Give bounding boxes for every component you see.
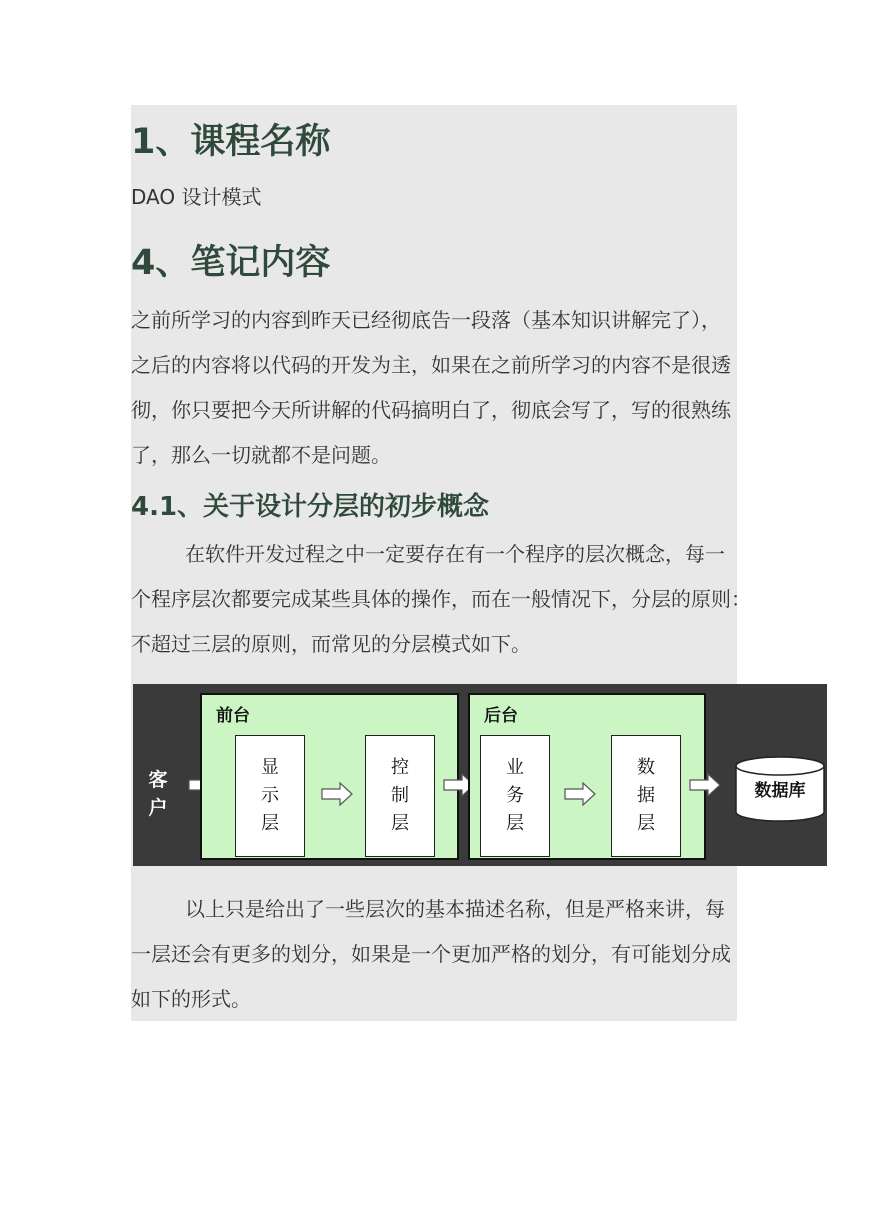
- client-char: 户: [148, 797, 168, 819]
- layer-char: 层: [506, 813, 524, 834]
- layer-char: 层: [261, 813, 279, 834]
- control-layer-box: [365, 735, 435, 857]
- back-panel: [468, 693, 706, 860]
- layer-char: 示: [261, 785, 279, 806]
- layer-char: 制: [391, 785, 409, 806]
- layer-diagram: [133, 684, 827, 866]
- course-name-text: DAO 设计模式: [131, 185, 262, 209]
- after-line-1: 以上只是给出了一些层次的基本描述名称，但是严格来讲，每: [185, 897, 725, 921]
- layer-char: 层: [637, 813, 655, 834]
- layer-char: 控: [391, 757, 409, 778]
- layering-line-2: 个程序层次都要完成某些具体的操作，而在一般情况下，分层的原则：: [131, 587, 751, 611]
- layer-char: 据: [637, 785, 655, 806]
- arrow-icon: [563, 781, 597, 807]
- heading-layering: 4.1、关于设计分层的初步概念: [131, 492, 490, 522]
- notes-line-3: 彻，你只要把今天所讲解的代码搞明白了，彻底会写了，写的很熟练: [131, 398, 731, 422]
- data-layer-box: [611, 735, 681, 857]
- after-line-2: 一层还会有更多的划分，如果是一个更加严格的划分，有可能划分成: [131, 942, 731, 966]
- business-layer-box: [480, 735, 550, 857]
- arrow-icon: [320, 781, 354, 807]
- back-panel-title: 后台: [484, 706, 518, 726]
- layering-line-3: 不超过三层的原则，而常见的分层模式如下。: [131, 632, 531, 656]
- notes-line-4: 了，那么一切就都不是问题。: [131, 443, 391, 467]
- front-panel: [200, 693, 459, 860]
- heading-course-name: 1、课程名称: [131, 122, 331, 162]
- layer-char: 数: [637, 757, 655, 778]
- client-char: 客: [148, 769, 168, 791]
- layer-char: 务: [506, 785, 524, 806]
- layer-char: 层: [391, 813, 409, 834]
- layer-char: 显: [261, 757, 279, 778]
- after-line-3: 如下的形式。: [131, 987, 251, 1011]
- display-layer-box: [235, 735, 305, 857]
- layer-char: 业: [506, 757, 524, 778]
- database-label: 数据库: [754, 781, 806, 801]
- notes-line-2: 之后的内容将以代码的开发为主，如果在之前所学习的内容不是很透: [131, 353, 731, 377]
- notes-line-1: 之前所学习的内容到昨天已经彻底告一段落（基本知识讲解完了），: [131, 308, 721, 332]
- front-panel-title: 前台: [216, 706, 250, 726]
- heading-notes: 4、笔记内容: [131, 243, 331, 283]
- client-label: [147, 766, 169, 822]
- arrow-icon: [688, 772, 722, 798]
- layering-line-1: 在软件开发过程之中一定要存在有一个程序的层次概念，每一: [185, 542, 725, 566]
